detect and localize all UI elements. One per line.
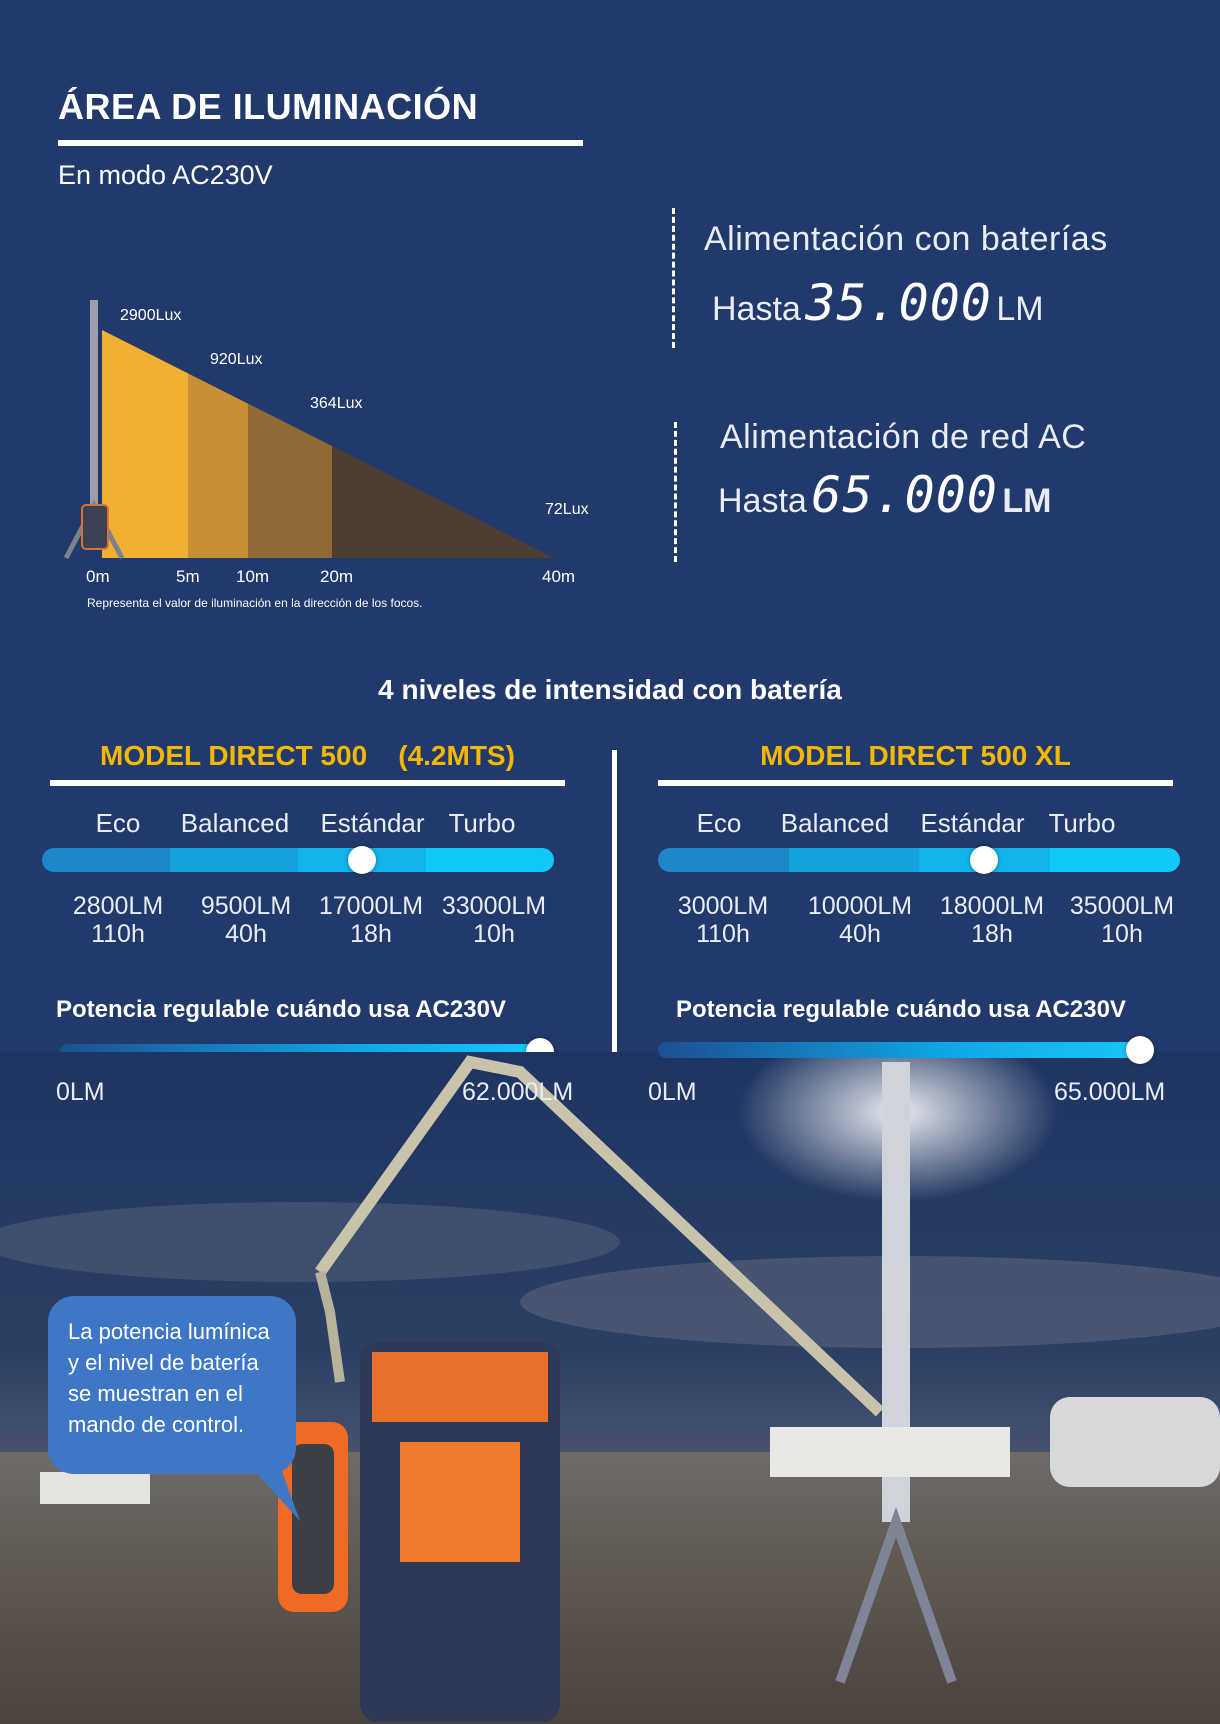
lux-label: 72Lux [545,501,589,518]
model-2-spec-turbo [1060,892,1184,948]
chart-note: Representa el valor de iluminación en la dirección de los focos. [87,596,423,610]
ac-prefix: Hasta [718,482,807,520]
lux-label: 920Lux [210,351,263,368]
model-1-segment-eco[interactable] [42,848,170,872]
model-1-regulable-title: Potencia regulable cuándo usa AC230V [56,996,506,1023]
spec-hours: 40h [839,920,881,948]
model-2-segment-eco[interactable] [658,848,789,872]
spec-lumens: 33000LM [441,892,547,920]
model-1-segment-turbo[interactable] [426,848,554,872]
model-2-regulable-slider[interactable] [658,1042,1138,1058]
battery-prefix: Hasta [712,290,801,328]
model-1-min-label: 0LM [56,1078,105,1106]
spec-lumens: 35000LM [1069,892,1175,920]
model-1-spec-estandar [310,892,432,948]
battery-unit: LM [996,290,1044,328]
info-bubble: La potencia lumínica y el nivel de batería se muestran en el mando de control. [48,1296,296,1474]
spec-lumens: 3000LM [677,892,769,920]
lux-label: 364Lux [310,395,363,412]
ac-power-line [718,466,1051,524]
page-subtitle: En modo AC230V [58,160,273,190]
model-2-mode-eco: Eco [696,808,742,838]
model-2-min-label: 0LM [648,1078,697,1106]
model-1-segment-balanced[interactable] [170,848,298,872]
model-1-mode-eco: Eco [95,808,141,838]
tower-base [82,505,108,549]
battery-power-label: Alimentación con baterías [704,220,1108,258]
distance-tick-label: 20m [320,567,354,586]
model-2-mode-estandar: Estándar [920,808,1025,838]
model-2-regulable-title: Potencia regulable cuándo usa AC230V [676,996,1126,1023]
model-2-title: MODEL DIRECT 500 XL [760,740,1071,771]
distance-tick-label: 5m [176,567,200,586]
bubble-tail [250,1466,310,1526]
illumination-band-4 [332,446,554,558]
spec-hours: 110h [91,920,145,948]
model-2-spec-estandar [930,892,1054,948]
spec-lumens: 2800LM [72,892,164,920]
model-1-title: MODEL DIRECT 500 (4.2MTS) [100,740,515,771]
model-1-level-knob[interactable] [348,846,376,874]
model-1-spec-balanced [186,892,306,948]
ac-unit: LM [1002,482,1052,520]
page-title: ÁREA DE ILUMINACIÓN [58,86,479,127]
model-2-segment-balanced[interactable] [789,848,920,872]
model-1-mode-turbo: Turbo [448,808,516,838]
model-1-mode-balanced: Balanced [180,808,290,838]
distance-tick-label: 10m [236,567,270,586]
illumination-chart [60,300,620,620]
spec-hours: 18h [971,920,1013,948]
spec-hours: 10h [473,920,515,948]
spec-lumens: 10000LM [807,892,913,920]
model-2-level-bar[interactable] [658,848,1180,872]
title-underline [58,140,583,146]
model-2-underline [658,780,1173,786]
model-1-spec-turbo [432,892,556,948]
model-2-regulable-knob[interactable] [1126,1036,1154,1064]
ac-lumens-value: 65.000 [811,466,998,524]
model-1-underline [50,780,565,786]
model-1-mode-estandar: Estándar [320,808,425,838]
model-2-max-label: 65.000LM [1054,1078,1166,1106]
spec-hours: 40h [225,920,267,948]
spec-lumens: 17000LM [318,892,424,920]
distance-tick-label: 40m [542,567,576,586]
spec-hours: 110h [696,920,750,948]
dashed-divider-battery [672,208,675,348]
illumination-band-1 [102,330,188,558]
distance-tick-label: 0m [86,567,110,586]
dashed-divider-ac [674,422,677,562]
model-2-mode-turbo: Turbo [1048,808,1116,838]
model-1-spec-eco [58,892,178,948]
spec-lumens: 18000LM [939,892,1045,920]
ac-power-label: Alimentación de red AC [720,418,1087,456]
spec-lumens: 9500LM [200,892,292,920]
levels-title: 4 niveles de intensidad con batería [378,674,842,705]
battery-lumens-value: 35.000 [805,274,992,332]
model-1-max-label: 62.000LM [462,1078,574,1106]
lux-label: 2900Lux [120,307,182,324]
model-2-mode-balanced: Balanced [780,808,890,838]
model-2-level-knob[interactable] [970,846,998,874]
spec-hours: 18h [350,920,392,948]
models-divider [612,750,617,1085]
illumination-band-2 [188,373,248,558]
model-1-level-bar[interactable] [42,848,554,872]
illumination-band-3 [248,404,332,558]
battery-power-line [712,274,1044,332]
spec-hours: 10h [1101,920,1143,948]
model-2-spec-eco [664,892,782,948]
model-2-segment-turbo[interactable] [1050,848,1181,872]
model-2-spec-balanced [798,892,922,948]
